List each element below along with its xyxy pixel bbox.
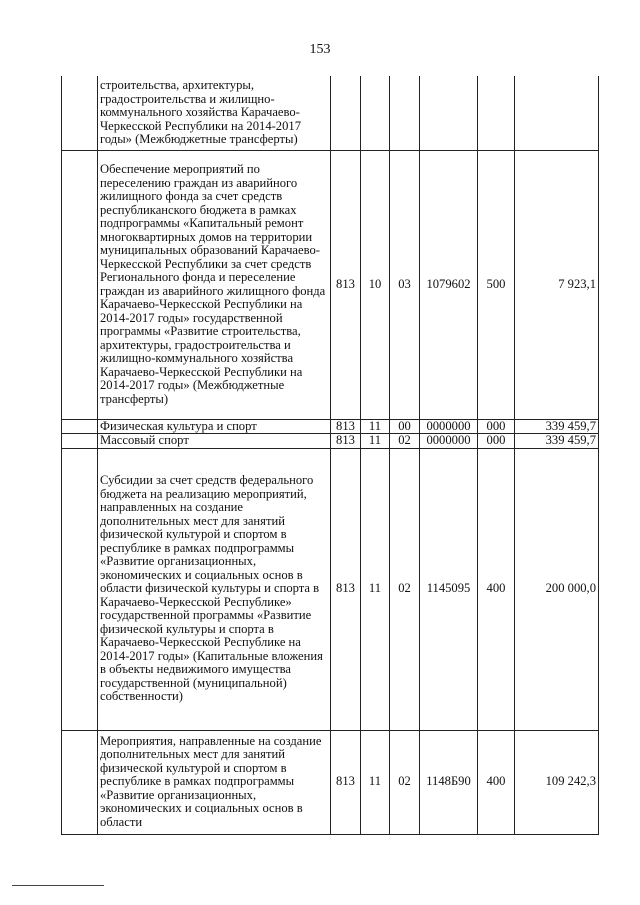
amount: 7 923,1 (515, 150, 599, 419)
section-code: 10 (361, 150, 390, 419)
target-code: 0000000 (420, 419, 478, 434)
section-code: 11 (361, 419, 390, 434)
section-code (361, 76, 390, 150)
ministry-code: 813 (331, 419, 361, 434)
target-code: 0000000 (420, 434, 478, 449)
row-number-cell (62, 76, 98, 150)
row-number-cell (62, 448, 98, 730)
target-code: 1148Б90 (420, 730, 478, 834)
row-name: Обеспечение мероприятий по переселению граждан из аварийного жилищного фонда за счет средств республиканского бюджета в рамках подпрограммы «Капитальный ремонт многоквартирных домов на территории муниципальных образований Карачаево-Черкесской Республики за счет средств Регионального фонда и переселение граждан из аварийного жилищного фонда Карачаево-Черкесской Республики на 2014-2017 годы» государственной программы «Развитие строительства, архитектуры, градостроительства и жилищно-коммунального хозяйства Карачаево-Черкесской Республики на 2014-2017 годы» (Межбюджетные трансферты) (98, 150, 331, 419)
row-number-cell (62, 150, 98, 419)
ministry-code: 813 (331, 448, 361, 730)
section-code: 11 (361, 434, 390, 449)
table-row (62, 150, 599, 419)
expense-type-code: 500 (478, 150, 515, 419)
table-row (62, 76, 599, 150)
subsection-code: 02 (390, 434, 420, 449)
row-number-cell (62, 434, 98, 449)
table-row (62, 730, 599, 834)
row-name: строительства, архитектуры, градостроительства и жилищно-коммунального хозяйства Карачаево-Черкесской Республики на 2014-2017 годы» (Межбюджетные трансферты) (98, 76, 331, 150)
row-name: Мероприятия, направленные на создание дополнительных мест для занятий физической культурой и спортом в республике в рамках подпрограммы «Развитие организационных, экономических и социальных основ в области (98, 730, 331, 834)
expense-type-code: 400 (478, 730, 515, 834)
ministry-code: 813 (331, 434, 361, 449)
amount (515, 76, 599, 150)
amount: 339 459,7 (515, 419, 599, 434)
row-name: Субсидии за счет средств федерального бюджета на реализацию мероприятий, направленных на создание дополнительных мест для занятий физической культурой и спортом в республике в рамках подпрограммы «Развитие организационных, экономических и социальных основ в области физической культуры и спорта в Карачаево-Черкесской Республике» государственной программы «Развитие физической культуры и спорта в Карачаево-Черкесской Республике на 2014-2017 годы» (Капитальные вложения в объекты недвижимого имущества государственной (муниципальной) собственности) (98, 448, 331, 730)
target-code: 1145095 (420, 448, 478, 730)
footnote-divider (12, 885, 104, 886)
row-number-cell (62, 419, 98, 434)
expense-type-code: 400 (478, 448, 515, 730)
budget-table (61, 76, 599, 835)
subsection-code: 03 (390, 150, 420, 419)
subsection-code: 00 (390, 419, 420, 434)
section-code: 11 (361, 448, 390, 730)
ministry-code (331, 76, 361, 150)
table-row (62, 434, 599, 449)
subsection-code (390, 76, 420, 150)
expense-type-code (478, 76, 515, 150)
section-code: 11 (361, 730, 390, 834)
expense-type-code: 000 (478, 419, 515, 434)
amount: 109 242,3 (515, 730, 599, 834)
amount: 200 000,0 (515, 448, 599, 730)
table-row (62, 419, 599, 434)
ministry-code: 813 (331, 150, 361, 419)
row-number-cell (62, 730, 98, 834)
row-name: Физическая культура и спорт (98, 419, 331, 434)
row-name: Массовый спорт (98, 434, 331, 449)
target-code: 1079602 (420, 150, 478, 419)
table-row (62, 448, 599, 730)
amount: 339 459,7 (515, 434, 599, 449)
subsection-code: 02 (390, 730, 420, 834)
subsection-code: 02 (390, 448, 420, 730)
page-number: 153 (309, 42, 331, 57)
ministry-code: 813 (331, 730, 361, 834)
expense-type-code: 000 (478, 434, 515, 449)
target-code (420, 76, 478, 150)
